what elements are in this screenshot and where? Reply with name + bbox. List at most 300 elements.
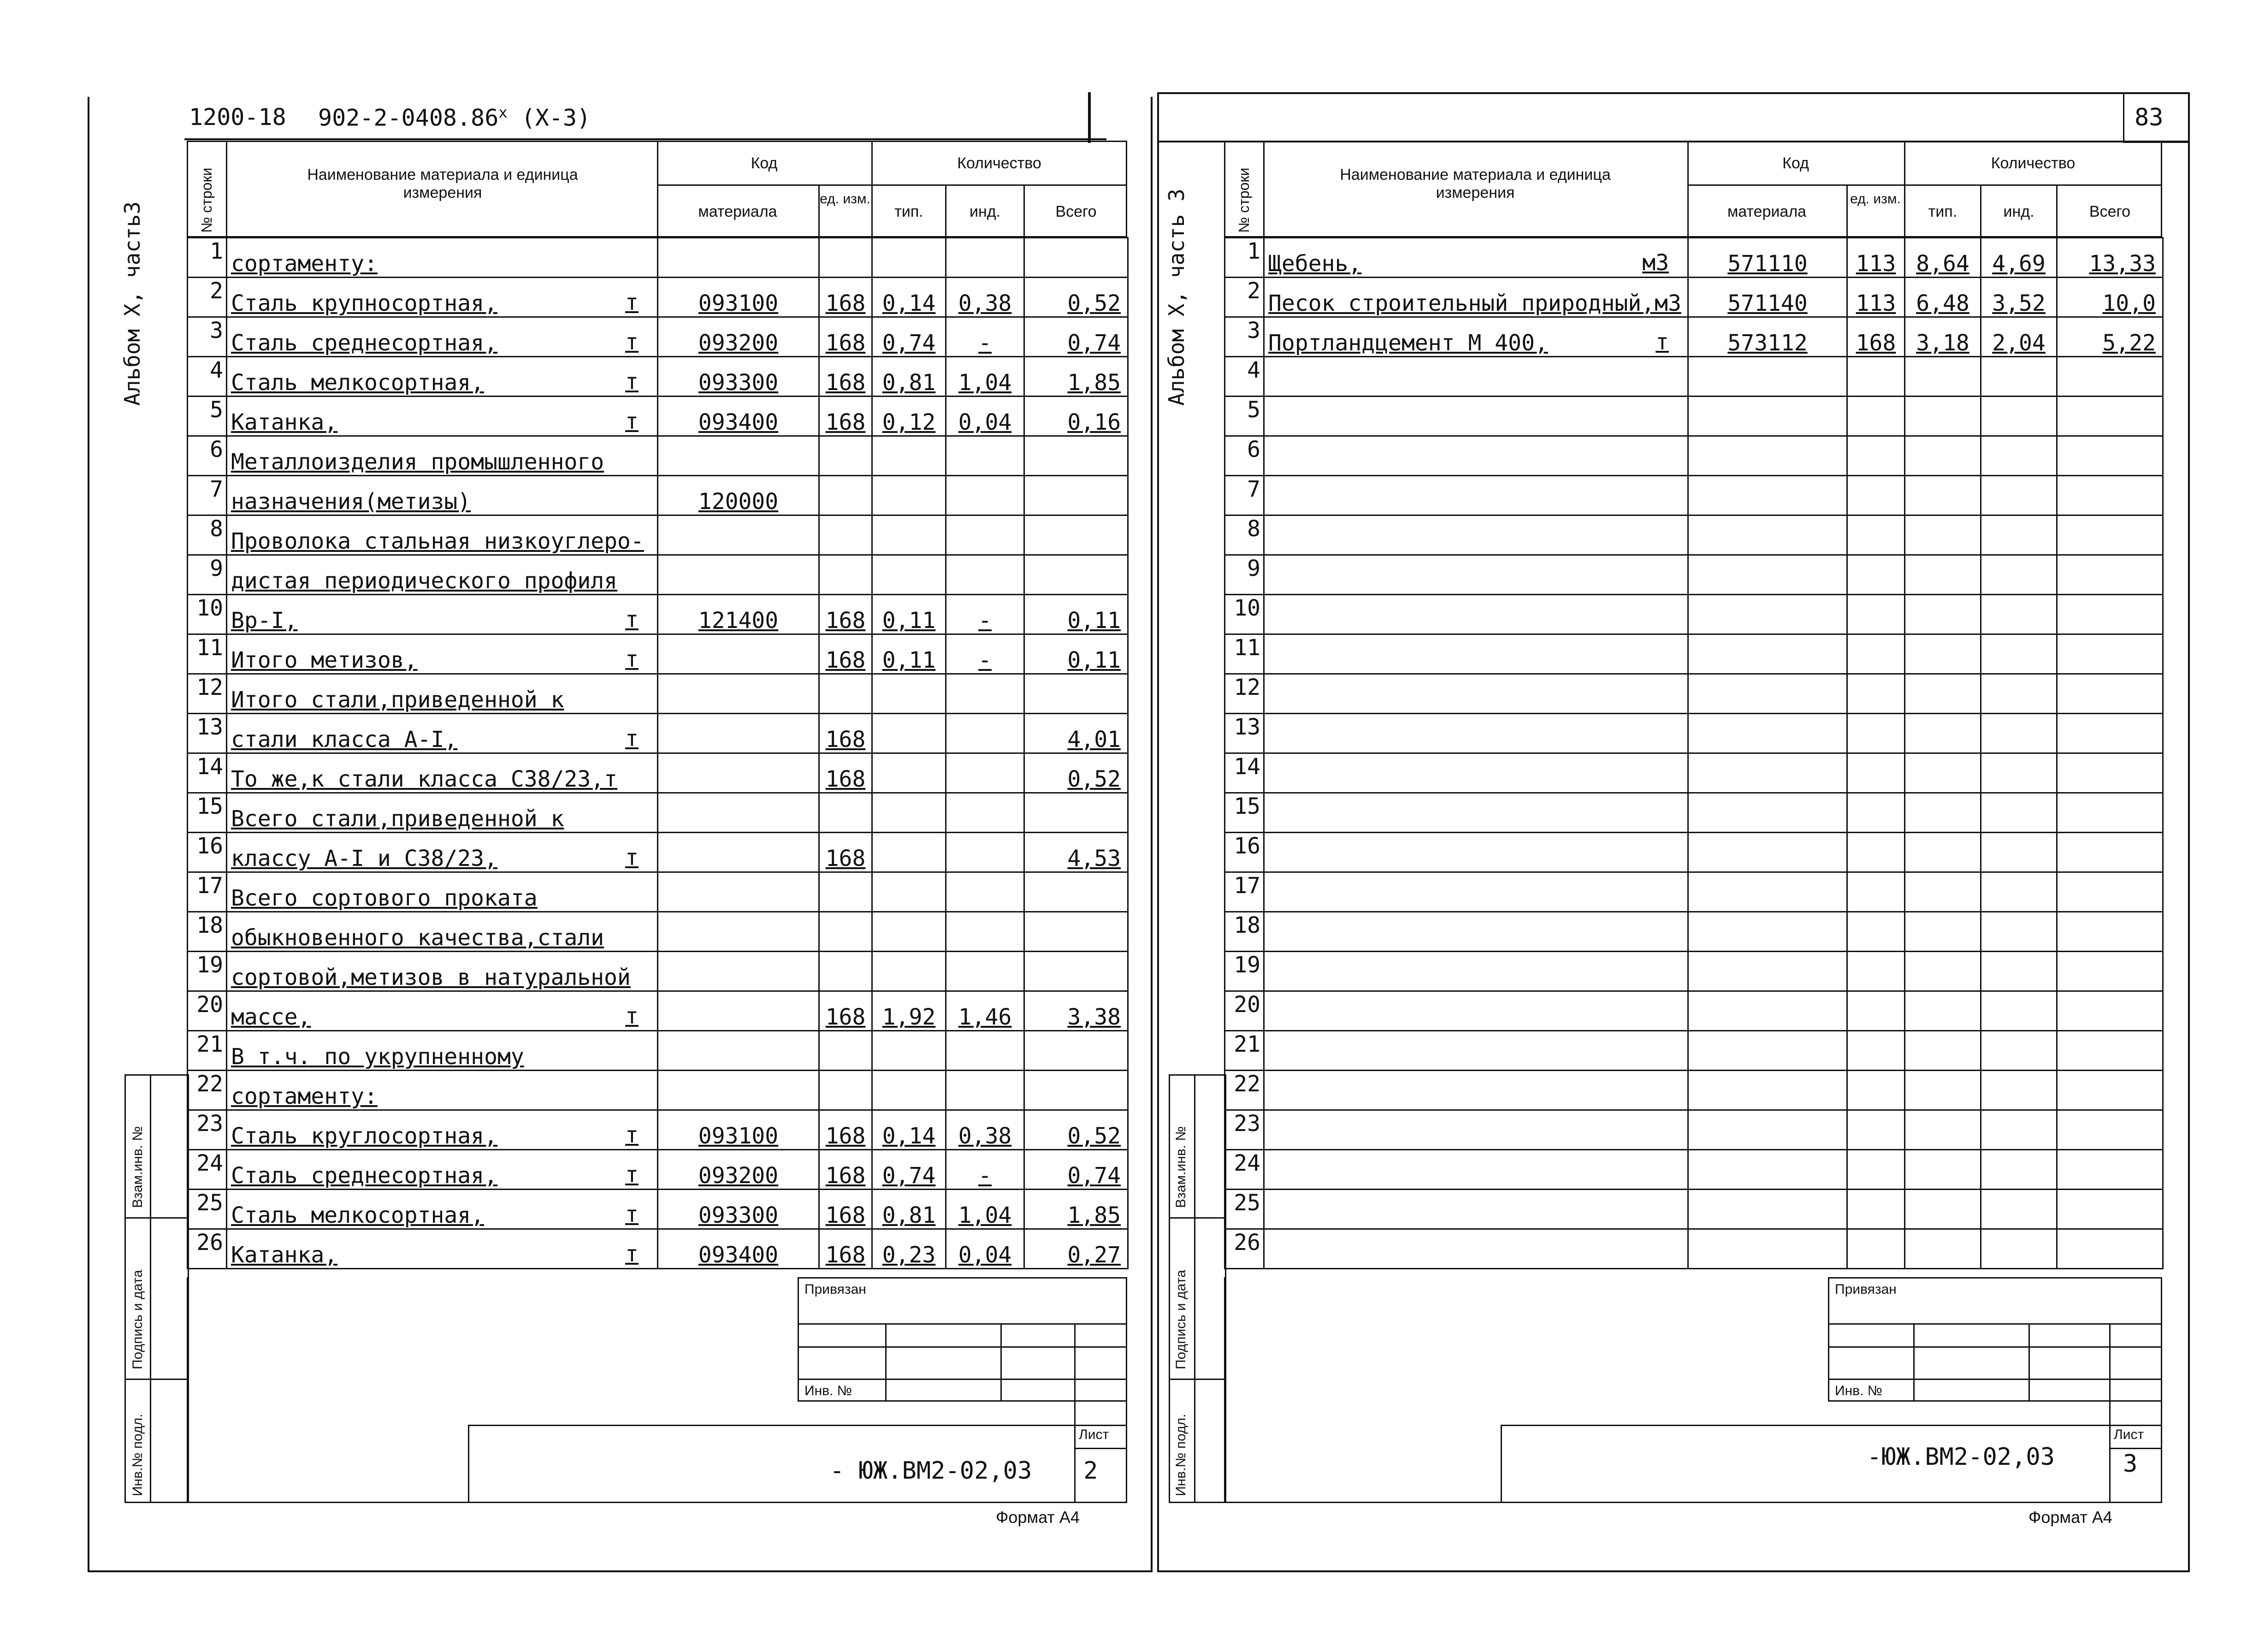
qty-ind-cell	[946, 1071, 1024, 1110]
qty-typ-cell	[872, 476, 946, 515]
right-priv-h3	[1828, 1379, 2162, 1380]
qty-typ-cell	[1905, 1110, 1981, 1150]
row-number-cell: 10	[188, 595, 227, 634]
unit-code-cell	[819, 436, 872, 476]
row-number-cell: 1	[1225, 238, 1264, 278]
row-number-cell: 1	[188, 238, 227, 278]
qty-total-cell	[1024, 1031, 1128, 1071]
qty-total-cell	[2057, 1150, 2163, 1190]
unit-code-cell	[1847, 555, 1905, 595]
qty-typ-cell: 0,23	[872, 1229, 946, 1269]
qty-total-cell: 0,11	[1024, 634, 1128, 674]
right-page-number	[2135, 104, 2164, 131]
right-name-header: Наименование материала и единица измерения	[1340, 166, 1611, 202]
right-ind-header: инд.	[2003, 203, 2034, 220]
table-row	[1225, 872, 2163, 912]
qty-total-cell	[2057, 595, 2163, 634]
unit-code-cell	[819, 555, 872, 595]
qty-total-cell: 3,38	[1024, 991, 1128, 1031]
material-code-cell: 093400	[658, 397, 819, 436]
qty-total-cell	[1024, 912, 1128, 952]
unit-code-cell	[819, 793, 872, 833]
material-code-cell	[1688, 674, 1847, 714]
material-name-cell	[227, 912, 658, 952]
unit-code-cell	[1847, 1150, 1905, 1190]
material-code-cell: 093300	[658, 1190, 819, 1229]
material-name-cell	[1264, 1110, 1688, 1150]
qty-typ-cell: 0,12	[872, 397, 946, 436]
right-hd-code-mat	[1687, 203, 1846, 221]
unit-code-cell	[1847, 952, 1905, 991]
table-row	[1225, 1229, 2163, 1269]
unit-code-cell	[819, 476, 872, 515]
material-name-cell	[1264, 476, 1688, 515]
material-code-cell	[658, 238, 819, 278]
unit-code-cell: 168	[819, 1229, 872, 1269]
material-name-text: Сталь мелкосортная,	[231, 1202, 485, 1228]
right-priv-h1	[1828, 1323, 2162, 1325]
qty-ind-cell	[1981, 753, 2057, 793]
material-name-cell	[227, 753, 658, 793]
material-name-cell	[1264, 238, 1688, 278]
row-number-cell: 3	[188, 317, 227, 357]
material-code-cell	[1688, 753, 1847, 793]
unit-code-cell	[1847, 833, 1905, 872]
qty-total-cell	[1024, 674, 1128, 714]
qty-total-cell: 0,74	[1024, 1150, 1128, 1190]
left-codemat-header: материала	[698, 203, 777, 220]
qty-ind-cell: 1,04	[946, 1190, 1024, 1229]
qty-ind-cell	[1981, 397, 2057, 436]
material-name-text: стали класса А-I,	[231, 727, 458, 752]
right-list-h	[2109, 1448, 2162, 1449]
material-name-cell	[1264, 793, 1688, 833]
qty-typ-cell	[1905, 397, 1981, 436]
material-code-cell	[1688, 476, 1847, 515]
material-code-cell	[658, 1031, 819, 1071]
table-row	[1225, 476, 2163, 515]
material-code-cell	[658, 1071, 819, 1110]
unit-text: т	[625, 1162, 639, 1188]
qty-total-cell: 0,52	[1024, 278, 1128, 317]
material-code-cell	[658, 674, 819, 714]
row-number-cell: 6	[188, 436, 227, 476]
right-total-header: Всего	[2089, 203, 2131, 220]
left-qty-header: Количество	[957, 154, 1041, 172]
qty-typ-cell	[1905, 833, 1981, 872]
right-invpodl-text: Инв.№ подл.	[1173, 1414, 1189, 1496]
table-row	[188, 753, 1128, 793]
row-number-cell: 19	[188, 952, 227, 991]
unit-code-cell	[1847, 397, 1905, 436]
row-number-cell: 18	[188, 912, 227, 952]
right-hd-name	[1309, 166, 1641, 202]
unit-code-cell	[1847, 1110, 1905, 1150]
qty-total-cell	[2057, 753, 2163, 793]
qty-ind-cell	[946, 515, 1024, 555]
material-name-text: Сталь среднесортная,	[231, 330, 497, 356]
row-number-cell: 20	[188, 991, 227, 1031]
material-name-text: В т.ч. по укрупненному	[231, 1044, 524, 1070]
row-number-cell: 10	[1225, 595, 1264, 634]
qty-typ-cell	[1905, 753, 1981, 793]
material-code-cell	[658, 833, 819, 872]
qty-typ-cell	[872, 436, 946, 476]
qty-total-cell	[1024, 555, 1128, 595]
row-number-cell: 5	[188, 397, 227, 436]
left-album-text: Альбом X, часть3	[120, 201, 145, 406]
unit-code-cell	[1847, 595, 1905, 634]
left-table-body	[188, 238, 1128, 1269]
material-name-text: классу А-I и С38/23,	[231, 846, 497, 871]
qty-ind-cell	[1981, 872, 2057, 912]
material-name-cell	[1264, 714, 1688, 753]
qty-typ-cell	[872, 833, 946, 872]
table-row	[188, 634, 1128, 674]
qty-total-cell: 4,53	[1024, 833, 1128, 872]
unit-text: т	[625, 845, 639, 870]
row-number-cell: 6	[1225, 436, 1264, 476]
qty-total-cell: 0,52	[1024, 1110, 1128, 1150]
left-total-header: Всего	[1055, 203, 1097, 220]
qty-ind-cell	[946, 872, 1024, 912]
table-row	[188, 912, 1128, 952]
qty-total-cell	[2057, 793, 2163, 833]
qty-ind-cell	[1981, 357, 2057, 397]
qty-total-cell	[2057, 714, 2163, 753]
material-name-cell	[1264, 595, 1688, 634]
right-pagenum-text: 83	[2135, 104, 2164, 131]
material-code-cell	[1688, 357, 1847, 397]
material-code-cell	[1688, 872, 1847, 912]
material-name-text: Итого стали,приведенной к	[231, 687, 564, 713]
material-code-cell: 093200	[658, 317, 819, 357]
qty-typ-cell	[1905, 595, 1981, 634]
right-hd-code-unit	[1848, 191, 1903, 207]
right-hd-h	[1687, 184, 2162, 186]
left-hd-code	[657, 154, 871, 172]
left-invpodl-label	[130, 1414, 146, 1496]
table-row	[1225, 1071, 2163, 1110]
table-row	[188, 515, 1128, 555]
qty-typ-cell	[1905, 912, 1981, 952]
material-name-text: обыкновенного качества,стали	[231, 925, 604, 951]
row-number-cell: 14	[1225, 753, 1264, 793]
material-name-text: Щебень,	[1268, 251, 1362, 277]
left-format-text: Формат А4	[996, 1508, 1080, 1527]
left-list-text: Лист	[1079, 1427, 1109, 1442]
material-name-text: дистая периодического профиля	[231, 568, 618, 594]
left-invno-label	[804, 1383, 852, 1399]
material-name-text: Всего стали,приведенной к	[231, 806, 564, 832]
material-name-text: Сталь среднесортная,	[231, 1163, 497, 1189]
qty-ind-cell: 4,69	[1981, 238, 2057, 278]
left-hd-h	[657, 184, 1127, 186]
right-rowno-label: № строки	[1236, 167, 1252, 233]
row-number-cell: 21	[188, 1031, 227, 1071]
qty-ind-cell: -	[946, 595, 1024, 634]
unit-code-cell: 168	[819, 278, 872, 317]
material-code-cell	[1688, 1031, 1847, 1071]
table-row	[1225, 595, 2163, 634]
qty-typ-cell	[1905, 634, 1981, 674]
left-typ-header: тип.	[894, 203, 923, 220]
material-name-text: Вр-I,	[231, 608, 298, 634]
right-format-text: Формат А4	[2028, 1508, 2112, 1527]
qty-total-cell	[2057, 397, 2163, 436]
left-priv-v2	[1000, 1323, 1002, 1402]
unit-code-cell: 168	[819, 397, 872, 436]
right-table-body	[1225, 238, 2163, 1269]
material-name-cell	[1264, 674, 1688, 714]
material-name-cell	[227, 595, 658, 634]
material-name-cell	[1264, 634, 1688, 674]
qty-ind-cell	[1981, 912, 2057, 952]
left-priv-v1	[885, 1323, 887, 1402]
left-side-v	[150, 1074, 151, 1503]
row-number-cell: 26	[188, 1229, 227, 1269]
table-row	[1225, 634, 2163, 674]
left-name-header: Наименование материала и единица измерения	[307, 166, 578, 202]
table-row	[188, 1150, 1128, 1190]
qty-total-cell: 0,27	[1024, 1229, 1128, 1269]
material-code-cell	[1688, 397, 1847, 436]
table-row	[1225, 238, 2163, 278]
unit-text: т	[625, 290, 639, 315]
right-doccode-text: -ЮЖ.ВМ2-02,03	[1867, 1443, 2055, 1471]
material-code-cell	[1688, 912, 1847, 952]
qty-total-cell	[2057, 912, 2163, 952]
right-sheetno-text: 3	[2123, 1450, 2138, 1478]
unit-code-cell	[819, 952, 872, 991]
qty-ind-cell: 0,04	[946, 1229, 1024, 1269]
unit-text: т	[625, 726, 639, 752]
table-row	[1225, 674, 2163, 714]
material-code-cell	[1688, 1190, 1847, 1229]
right-priv-v1	[1913, 1323, 1915, 1402]
unit-code-cell	[1847, 436, 1905, 476]
qty-ind-cell	[946, 476, 1024, 515]
material-code-cell	[658, 991, 819, 1031]
qty-total-cell: 10,0	[2057, 278, 2163, 317]
left-top-right-box	[1088, 92, 1091, 143]
qty-total-cell	[2057, 357, 2163, 397]
right-list-text: Лист	[2114, 1427, 2144, 1442]
material-name-text: То же,к стали класса С38/23,т	[231, 766, 618, 792]
material-name-cell	[227, 991, 658, 1031]
material-name-cell	[227, 674, 658, 714]
qty-typ-cell: 0,81	[872, 357, 946, 397]
material-name-text: Портландцемент М 400,	[1268, 330, 1548, 356]
left-vzam-label	[130, 1126, 146, 1208]
right-format-label	[2028, 1508, 2112, 1527]
qty-typ-cell: 6,48	[1905, 278, 1981, 317]
right-hd-total	[2058, 203, 2162, 221]
row-number-cell: 26	[1225, 1229, 1264, 1269]
material-name-cell	[1264, 555, 1688, 595]
right-code-header: Код	[1782, 154, 1809, 172]
qty-total-cell	[2057, 1110, 2163, 1150]
qty-ind-cell	[1981, 634, 2057, 674]
left-priv-h3	[798, 1379, 1127, 1380]
unit-text: м3	[1642, 250, 1669, 276]
left-sheet-number	[1083, 1457, 1098, 1485]
material-code-cell	[658, 793, 819, 833]
qty-typ-cell	[1905, 793, 1981, 833]
right-qty-header: Количество	[1991, 154, 2076, 172]
unit-text: т	[625, 607, 639, 633]
material-code-cell	[1688, 1071, 1847, 1110]
right-spec-table	[1224, 237, 2164, 1269]
table-row	[1225, 436, 2163, 476]
left-code-text: 1200-18	[189, 104, 286, 130]
table-row	[188, 714, 1128, 753]
table-row	[188, 1071, 1128, 1110]
material-name-cell	[1264, 278, 1688, 317]
qty-ind-cell	[1981, 595, 2057, 634]
qty-ind-cell: -	[946, 317, 1024, 357]
material-code-cell: 571110	[1688, 238, 1847, 278]
right-privyazan-label	[1835, 1282, 1897, 1297]
left-header-title	[318, 104, 591, 131]
qty-total-cell: 0,11	[1024, 595, 1128, 634]
material-code-cell	[1688, 1229, 1847, 1269]
qty-typ-cell	[1905, 952, 1981, 991]
unit-code-cell: 168	[819, 1150, 872, 1190]
unit-code-cell: 168	[819, 595, 872, 634]
unit-code-cell	[1847, 872, 1905, 912]
qty-ind-cell	[946, 912, 1024, 952]
qty-total-cell	[2057, 674, 2163, 714]
row-number-cell: 17	[188, 872, 227, 912]
qty-ind-cell	[1981, 1150, 2057, 1190]
unit-code-cell: 168	[819, 1190, 872, 1229]
material-name-cell	[1264, 1190, 1688, 1229]
qty-ind-cell	[1981, 476, 2057, 515]
qty-ind-cell	[1981, 436, 2057, 476]
unit-text: т	[625, 1241, 639, 1267]
unit-code-cell: 168	[819, 714, 872, 753]
qty-typ-cell	[872, 952, 946, 991]
qty-total-cell	[2057, 952, 2163, 991]
qty-typ-cell	[872, 238, 946, 278]
table-row	[1225, 1150, 2163, 1190]
material-name-cell	[227, 1031, 658, 1071]
qty-total-cell	[1024, 1071, 1128, 1110]
table-row	[188, 1229, 1128, 1269]
material-name-cell	[1264, 357, 1688, 397]
qty-typ-cell: 0,11	[872, 595, 946, 634]
left-spec-table	[187, 237, 1129, 1269]
row-number-cell: 13	[1225, 714, 1264, 753]
material-name-cell	[227, 634, 658, 674]
material-code-cell	[658, 436, 819, 476]
table-row	[188, 317, 1128, 357]
qty-typ-cell	[872, 1071, 946, 1110]
material-code-cell	[1688, 515, 1847, 555]
unit-code-cell	[1847, 634, 1905, 674]
right-sheet-number	[2123, 1450, 2137, 1478]
qty-typ-cell	[1905, 1031, 1981, 1071]
qty-total-cell: 13,33	[2057, 238, 2163, 278]
material-name-text: сортаменту:	[231, 251, 378, 277]
row-number-cell: 12	[188, 674, 227, 714]
material-name-cell	[1264, 1031, 1688, 1071]
left-hd-code-mat	[657, 203, 818, 221]
unit-code-cell	[1847, 1031, 1905, 1071]
qty-ind-cell	[1981, 555, 2057, 595]
left-code-header: Код	[751, 154, 778, 172]
unit-code-cell	[819, 1031, 872, 1071]
right-side-h2	[1169, 1379, 1226, 1380]
unit-code-cell	[819, 238, 872, 278]
qty-total-cell: 1,85	[1024, 357, 1128, 397]
left-privyazan-text: Привязан	[804, 1282, 866, 1297]
right-typ-header: тип.	[1928, 203, 1957, 220]
material-name-text: Катанка,	[231, 1242, 338, 1268]
material-name-cell	[227, 872, 658, 912]
right-title-block	[1501, 1425, 2162, 1503]
left-title-sup: x	[498, 104, 508, 121]
table-row	[1225, 1190, 2163, 1229]
table-row	[1225, 714, 2163, 753]
qty-typ-cell: 8,64	[1905, 238, 1981, 278]
material-name-cell	[227, 476, 658, 515]
table-row	[188, 595, 1128, 634]
material-name-text: назначения(метизы)	[231, 489, 471, 515]
row-number-cell: 15	[188, 793, 227, 833]
qty-typ-cell	[872, 753, 946, 793]
row-number-cell: 18	[1225, 912, 1264, 952]
material-code-cell	[1688, 1110, 1847, 1150]
left-invno-text: Инв. №	[804, 1383, 852, 1398]
table-row	[1225, 793, 2163, 833]
table-row	[1225, 1031, 2163, 1071]
material-code-cell: 120000	[658, 476, 819, 515]
unit-code-cell	[1847, 1190, 1905, 1229]
row-number-cell: 17	[1225, 872, 1264, 912]
right-invpodl-label	[1173, 1414, 1189, 1496]
left-hd-rowno	[198, 168, 215, 233]
qty-ind-cell	[946, 833, 1024, 872]
qty-ind-cell	[1981, 674, 2057, 714]
qty-ind-cell	[1981, 714, 2057, 753]
unit-code-cell	[1847, 793, 1905, 833]
material-code-cell: 093100	[658, 278, 819, 317]
row-number-cell: 16	[1225, 833, 1264, 872]
qty-ind-cell	[1981, 793, 2057, 833]
material-code-cell	[1688, 952, 1847, 991]
material-name-text: Сталь мелкосортная,	[231, 370, 485, 396]
qty-total-cell	[1024, 952, 1128, 991]
left-side-h2	[124, 1379, 189, 1380]
row-number-cell: 11	[188, 634, 227, 674]
material-code-cell	[1688, 436, 1847, 476]
left-hd-total	[1025, 203, 1127, 221]
row-number-cell: 2	[1225, 278, 1264, 317]
left-list-label	[1079, 1427, 1109, 1443]
qty-ind-cell	[946, 952, 1024, 991]
material-code-cell	[658, 555, 819, 595]
row-number-cell: 12	[1225, 674, 1264, 714]
table-row	[188, 833, 1128, 872]
material-code-cell	[1688, 833, 1847, 872]
right-list-label	[2114, 1427, 2144, 1443]
table-row	[188, 1110, 1128, 1150]
unit-code-cell: 168	[819, 753, 872, 793]
unit-code-cell	[1847, 1071, 1905, 1110]
qty-total-cell: 0,16	[1024, 397, 1128, 436]
